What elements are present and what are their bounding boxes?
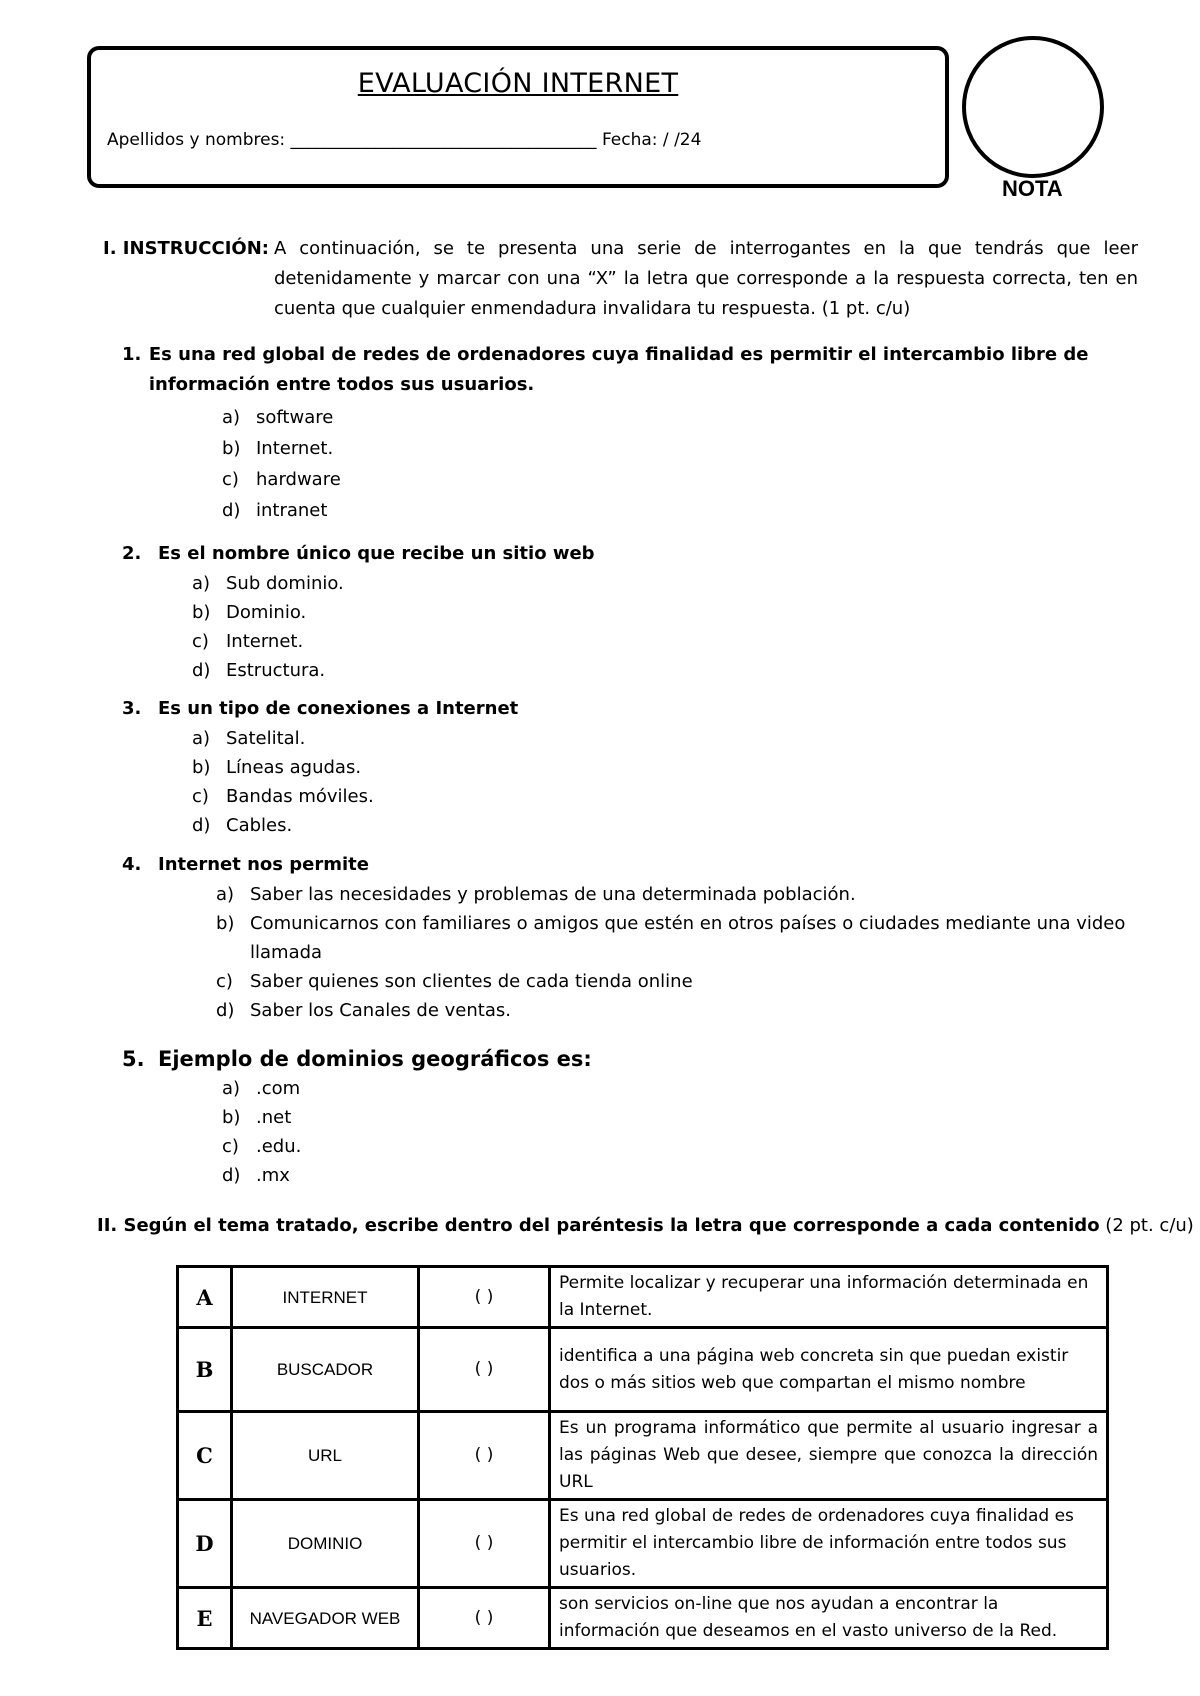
table-row	[178, 1328, 1108, 1412]
row-description: Permite localizar y recuperar una información determinada en la Internet.	[550, 1267, 1108, 1328]
option-b[interactable]: b) Líneas agudas.	[192, 757, 362, 778]
header-box	[87, 46, 949, 188]
row-description: Es un programa informático que permite al usuario ingresar a las páginas Web que desee, siempre que conozca la dirección URL	[550, 1412, 1108, 1500]
row-concept: URL	[232, 1412, 419, 1500]
question-2	[122, 539, 1142, 685]
question-text: Es un tipo de conexiones a Internet	[158, 698, 519, 719]
row-letter: A	[178, 1267, 232, 1328]
option-d[interactable]: d) Estructura.	[192, 660, 326, 681]
question-4	[122, 850, 1142, 1025]
question-number: 2.	[122, 543, 142, 564]
instruction-text: A continuación, se te presenta una serie de interrogantes en la que tendrás que leer detenidamente y marcar con una “X” la letra que corresponde a la respuesta correcta, ten en cuenta que cualquier enmendadura invalidara tu respuesta. (1 pt. c/u)	[274, 238, 1138, 319]
option-d[interactable]: d) Cables.	[192, 815, 293, 836]
question-text: Ejemplo de dominios geográficos es:	[158, 1047, 592, 1071]
option-c[interactable]: c) Saber quienes son clientes de cada tienda online	[216, 971, 693, 992]
option-a[interactable]: a) Satelital.	[192, 728, 306, 749]
row-description: Es una red global de redes de ordenadores cuya finalidad es permitir el intercambio libre de información entre todos sus usuarios.	[550, 1500, 1108, 1588]
grade-circle[interactable]	[962, 36, 1104, 178]
row-concept: INTERNET	[232, 1267, 419, 1328]
question-number: 1.	[122, 344, 142, 365]
option-d[interactable]: d) Saber los Canales de ventas.	[216, 1000, 511, 1021]
option-b[interactable]: b) .net	[222, 1107, 292, 1128]
question-number: 4.	[122, 854, 142, 875]
option-b[interactable]: b) Dominio.	[192, 602, 307, 623]
answer-paren[interactable]: ( )	[419, 1500, 550, 1588]
answer-paren[interactable]: ( )	[419, 1412, 550, 1500]
section-2-heading	[97, 1215, 1194, 1236]
option-c[interactable]: c) .edu.	[222, 1136, 302, 1157]
table-row	[178, 1500, 1108, 1588]
answer-paren[interactable]: ( )	[419, 1328, 550, 1412]
question-text: Internet nos permite	[158, 854, 369, 875]
row-description: son servicios on-line que nos ayudan a encontrar la información que deseamos en el vasto universo de la Red.	[550, 1588, 1108, 1649]
table-row	[178, 1588, 1108, 1649]
question-1	[122, 340, 1142, 526]
row-concept: DOMINIO	[232, 1500, 419, 1588]
option-b[interactable]: b) Internet.	[222, 438, 334, 459]
option-a[interactable]: a) software	[222, 407, 334, 428]
table-row	[178, 1267, 1108, 1328]
matching-table	[176, 1265, 1109, 1650]
row-letter: D	[178, 1500, 232, 1588]
question-text: Es el nombre único que recibe un sitio web	[158, 543, 595, 564]
answer-paren[interactable]: ( )	[419, 1267, 550, 1328]
option-c[interactable]: c) hardware	[222, 469, 341, 490]
option-d[interactable]: d) intranet	[222, 500, 328, 521]
question-number: 3.	[122, 698, 142, 719]
answer-paren[interactable]: ( )	[419, 1588, 550, 1649]
option-a[interactable]: a) Sub dominio.	[192, 573, 344, 594]
row-letter: C	[178, 1412, 232, 1500]
name-date-field[interactable]: Apellidos y nombres: ____________________________________ Fecha: / /24	[107, 130, 702, 150]
option-c[interactable]: c) Bandas móviles.	[192, 786, 374, 807]
row-letter: E	[178, 1588, 232, 1649]
row-description: identifica a una página web concreta sin que puedan existir dos o más sitios web que compartan el mismo nombre	[550, 1328, 1108, 1412]
question-text: Es una red global de redes de ordenadores cuya finalidad es permitir el intercambio libre de información entre todos sus usuarios.	[148, 344, 1089, 395]
option-a[interactable]: a) Saber las necesidades y problemas de una determinada población.	[216, 884, 856, 905]
grade-label: NOTA	[1002, 176, 1063, 201]
question-3	[122, 694, 1142, 840]
section-2-points: (2 pt. c/u)	[1105, 1215, 1194, 1236]
row-concept: NAVEGADOR WEB	[232, 1588, 419, 1649]
option-d[interactable]: d) .mx	[222, 1165, 290, 1186]
question-number: 5.	[122, 1047, 145, 1071]
option-b[interactable]: b) Comunicarnos con familiares o amigos que estén en otros países o ciudades mediante una video llamada	[216, 913, 1126, 963]
question-5	[122, 1044, 1142, 1190]
row-concept: BUSCADOR	[232, 1328, 419, 1412]
table-row	[178, 1412, 1108, 1500]
page-title: EVALUACIÓN INTERNET	[357, 68, 679, 99]
option-a[interactable]: a) .com	[222, 1078, 301, 1099]
section-2-text: II. Según el tema tratado, escribe dentro del paréntesis la letra que corresponde a cada contenido	[97, 1215, 1100, 1236]
row-letter: B	[178, 1328, 232, 1412]
option-c[interactable]: c) Internet.	[192, 631, 304, 652]
instruction-block	[103, 234, 1138, 324]
instruction-heading: I. INSTRUCCIÓN:	[103, 238, 269, 259]
